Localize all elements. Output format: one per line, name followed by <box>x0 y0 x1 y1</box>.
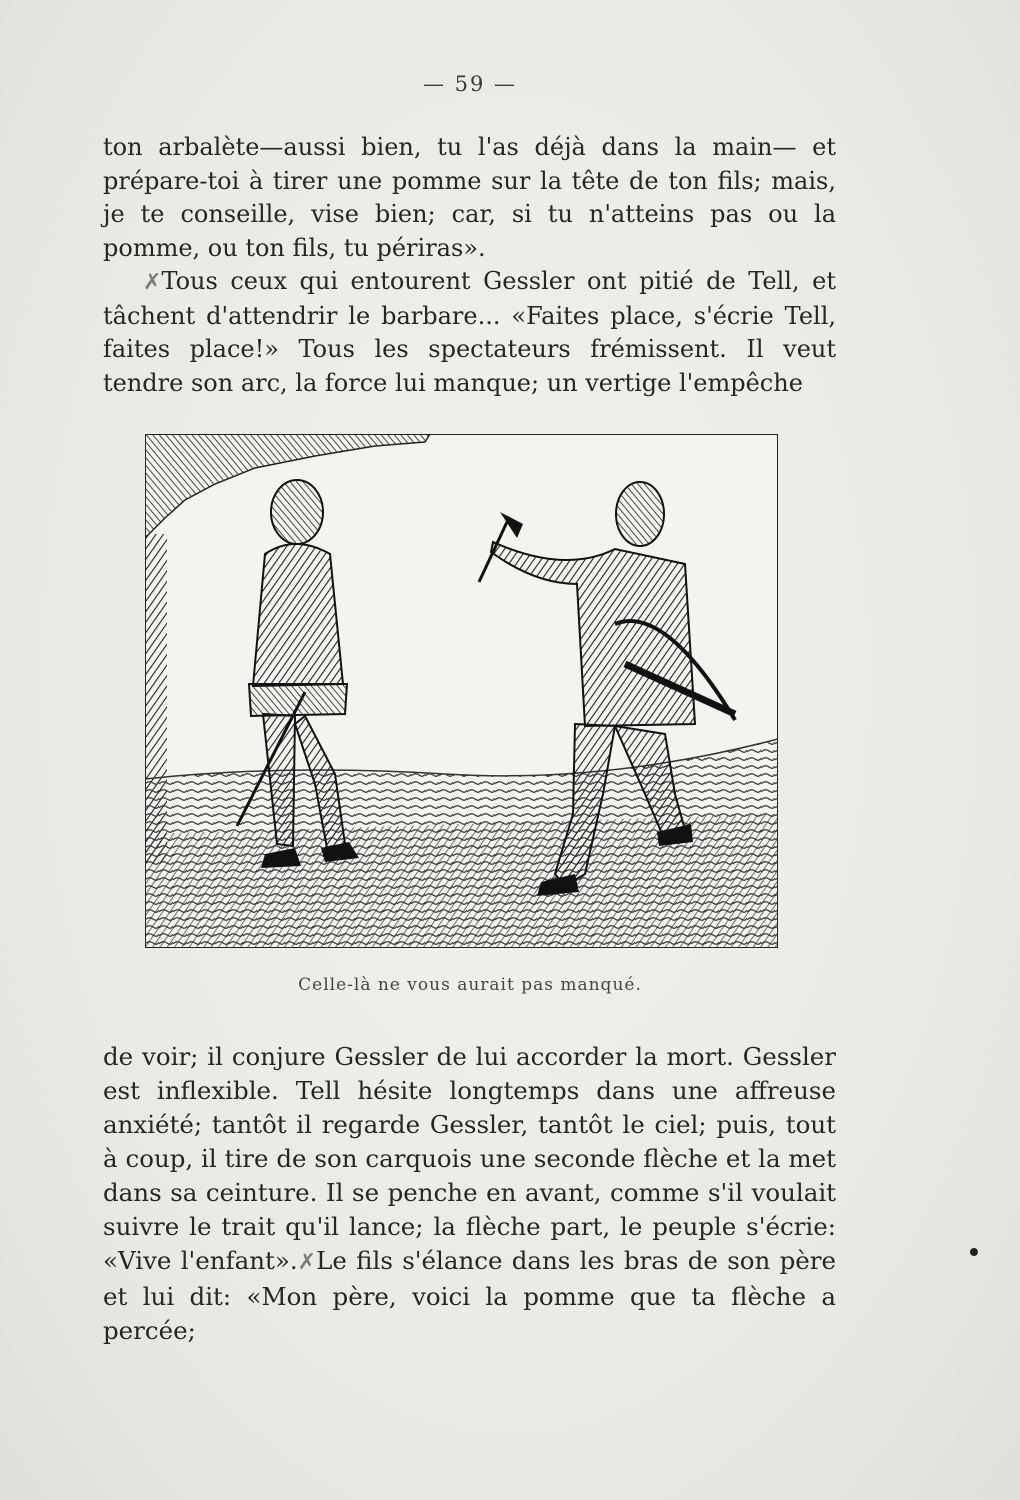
paragraph-bottom <box>103 1040 836 1348</box>
page-number: — 59 — <box>422 72 518 96</box>
paragraph-text-body: Tous ceux qui entourent Gessler ont pitié de Tell, et tâchent d'attendrir le barbare... «Faites place, s'écrie Tell, faites place!» Tous les spectateurs frémissent. Il veut tendre son arc, la force lui manque; un vertige l'empêche <box>103 267 836 397</box>
illustration-caption: Celle-là ne vous aurait pas manqué. <box>298 975 642 995</box>
paragraph-text <box>103 1040 836 1348</box>
pencil-mark-icon: ✗ <box>297 1250 317 1275</box>
paragraph-top <box>103 131 836 400</box>
paragraph-text: ton arbalète—aussi bien, tu l'as déjà dans la main— et prépare-toi à tirer une pomme sur la tête de ton fils; mais, je te conseille, vise bien; car, si tu n'atteins pas ou la pomme, ou ton fils, tu périras». <box>103 133 836 262</box>
pencil-mark-icon: ✗ <box>143 270 162 295</box>
paragraph-text-indented <box>103 265 836 400</box>
paragraph-text-before-mark: de voir; il conjure Gessler de lui accorder la mort. Gessler est inflexible. Tell hésite longtemps dans une affreuse anxiété; tantôt il regarde Gessler, tantôt le ciel; puis, tout à coup, il tire de son carquois une seconde flèche et la met dans sa ceinture. Il se penche en avant, comme s'il voulait suivre le trait qu'il lance; la flèche part, le peuple s'écrie: «Vive l'enfant». <box>103 1042 836 1275</box>
engraving-illustration <box>145 434 778 948</box>
paragraph-text-after-mark: Le fils s'élance dans les bras de son père et lui dit: «Mon père, voici la pomme que ta flèche a percée; <box>103 1246 836 1345</box>
ink-dot <box>970 1248 978 1256</box>
